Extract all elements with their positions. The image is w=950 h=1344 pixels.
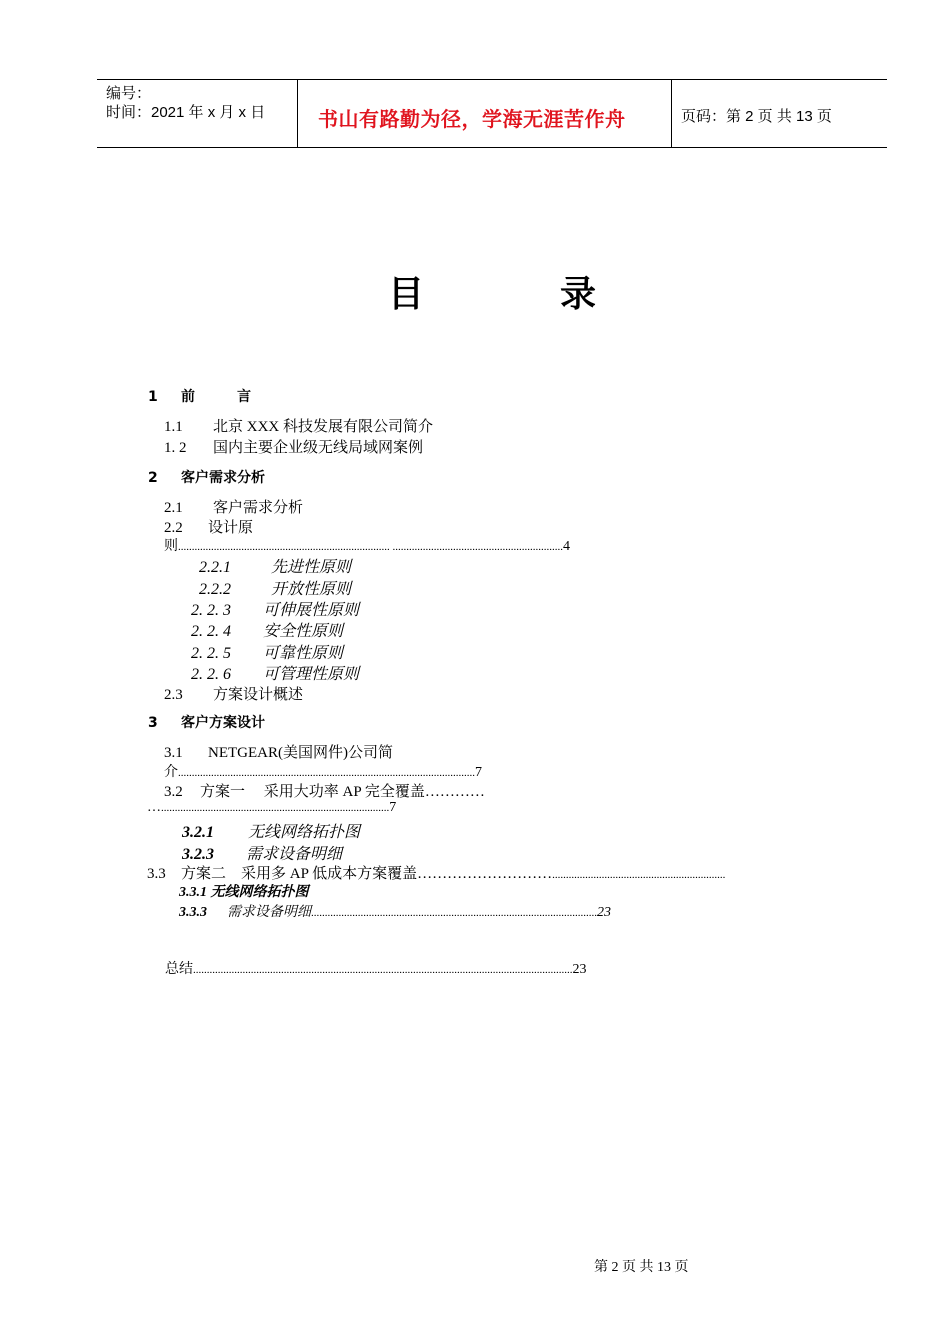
header-page-label: 页码：第 2 页 共 13 页 bbox=[681, 108, 832, 125]
toc-entry-title: 可伸展性原则 bbox=[263, 602, 360, 619]
toc-entry-number: 3.2.1 bbox=[182, 824, 214, 841]
header-divider-2 bbox=[671, 80, 672, 148]
toc-entry-title: 需求设备明细 bbox=[227, 905, 311, 920]
toc-entry-number: 3.2 bbox=[164, 784, 183, 800]
toc-leader-dots: ............................................................................................................ bbox=[178, 767, 475, 779]
toc-entry-title: 开放性原则 bbox=[271, 581, 352, 598]
toc-entry-2-2-cont[interactable] bbox=[164, 535, 570, 555]
toc-entry-2-1[interactable] bbox=[164, 496, 303, 517]
toc-entry-number: 3.3 bbox=[147, 866, 166, 882]
toc-entry-title: 可靠性原则 bbox=[263, 645, 344, 662]
toc-entry-3-1[interactable] bbox=[164, 741, 393, 762]
toc-entry-3-2-3[interactable] bbox=[182, 841, 342, 864]
toc-entry-title: 方案二 采用多 AP 低成本方案覆盖……………………… bbox=[181, 866, 553, 882]
toc-entry-2-2-4[interactable] bbox=[191, 618, 343, 641]
toc-entry-3-3-3[interactable] bbox=[179, 901, 611, 921]
toc-entry-title: 3.3.1 无线网络拓扑图 bbox=[179, 885, 309, 900]
toc-entry-number: 2 bbox=[148, 470, 158, 486]
toc-entry-number: 2. 2. 5 bbox=[191, 645, 231, 662]
toc-entry-2[interactable] bbox=[148, 467, 265, 487]
toc-entry-number: 2. 2. 3 bbox=[191, 602, 231, 619]
toc-entry-number: 2.2.1 bbox=[199, 559, 231, 576]
toc-page-number: 4 bbox=[563, 539, 570, 554]
toc-entry-title: 方案设计概述 bbox=[213, 687, 304, 703]
toc-title-char-1: 目 bbox=[388, 274, 425, 315]
toc-entry-2-2-6[interactable] bbox=[191, 661, 359, 684]
toc-entry-3-1-cont[interactable] bbox=[164, 761, 482, 781]
toc-entry-title: 可管理性原则 bbox=[263, 666, 360, 683]
toc-leader-dots: ............................................................... bbox=[552, 869, 726, 881]
toc-entry-title: 无线网络拓扑图 bbox=[248, 824, 361, 841]
toc-entry-title: 总结 bbox=[165, 962, 193, 977]
toc-entry-2-2-1[interactable] bbox=[199, 554, 351, 577]
page-footer: 第 2 页 共 13 页 bbox=[594, 1260, 689, 1275]
toc-entry-number: 1.1 bbox=[164, 419, 183, 435]
toc-page-number: 23 bbox=[572, 962, 587, 977]
toc-entry-title: NETGEAR(美国网件)公司简 bbox=[208, 745, 393, 761]
toc-entry-number: 3.3.3 bbox=[179, 905, 207, 920]
toc-entry-title: 北京 XXX 科技发展有限公司简介 bbox=[213, 419, 433, 435]
toc-entry-title-cont: 则 bbox=[164, 539, 178, 554]
toc-entry-title-cont: 介 bbox=[164, 765, 178, 780]
toc-page-number: 7 bbox=[475, 765, 482, 780]
toc-entry-2-2[interactable] bbox=[164, 516, 253, 537]
toc-entry-number: 2.2 bbox=[164, 520, 183, 536]
toc-page-number: 7 bbox=[389, 800, 397, 815]
toc-entry-number: 3.2.3 bbox=[182, 846, 214, 863]
toc-leader-dots: .......................................................................................................................................... bbox=[193, 964, 573, 976]
toc-entry-2-2-5[interactable] bbox=[191, 640, 343, 663]
toc-entry-number: 2.3 bbox=[164, 687, 183, 703]
toc-leader-dots: ............................................................................. .............................................................. bbox=[178, 541, 563, 553]
toc-entry-number: 2.2.2 bbox=[199, 581, 231, 598]
toc-entry-1[interactable] bbox=[148, 386, 251, 406]
header-bottom-rule bbox=[97, 147, 887, 148]
toc-entry-number: 3 bbox=[148, 715, 158, 731]
toc-entry-number: 2. 2. 4 bbox=[191, 623, 231, 640]
toc-entry-number: 2.1 bbox=[164, 500, 183, 516]
header-time-label: 时间：2021 年 x 月 x 日 bbox=[106, 104, 266, 121]
toc-entry-title: 客户需求分析 bbox=[213, 500, 304, 516]
toc-entry-title: 国内主要企业级无线局域网案例 bbox=[213, 440, 424, 456]
toc-entry-3-2-cont[interactable] bbox=[147, 800, 396, 816]
header-code-label: 编号： bbox=[106, 85, 152, 102]
toc-entry-number: 1 bbox=[148, 389, 158, 405]
toc-entry-title: 方案一 采用大功率 AP 完全覆盖………… bbox=[200, 784, 485, 800]
toc-leader-dots: ........................................................................................................ bbox=[311, 907, 597, 919]
toc-entry-2-2-3[interactable] bbox=[191, 597, 359, 620]
toc-entry-2-2-2[interactable] bbox=[199, 576, 351, 599]
toc-entry-3-2[interactable] bbox=[164, 780, 485, 801]
header-divider-1 bbox=[297, 80, 298, 148]
toc-entry-title: 客户方案设计 bbox=[181, 715, 265, 731]
toc-entry-number: 1. 2 bbox=[164, 440, 187, 456]
toc-entry-title: 客户需求分析 bbox=[181, 470, 265, 486]
toc-entry-1-1[interactable] bbox=[164, 415, 433, 436]
header-top-rule bbox=[97, 79, 887, 80]
toc-entry-title: 设计原 bbox=[208, 520, 254, 536]
toc-entry-summary[interactable] bbox=[165, 958, 587, 978]
header-motto: 书山有路勤为径，学海无涯苦作舟 bbox=[318, 107, 626, 131]
toc-entry-title-cont: … bbox=[147, 800, 161, 815]
toc-entry-title: 安全性原则 bbox=[263, 623, 344, 640]
toc-title-char-2: 录 bbox=[560, 274, 597, 315]
toc-entry-3[interactable] bbox=[148, 712, 265, 732]
toc-entry-3-3-1[interactable] bbox=[179, 881, 309, 901]
toc-entry-number: 2. 2. 6 bbox=[191, 666, 231, 683]
toc-entry-3-2-1[interactable] bbox=[182, 819, 360, 842]
toc-entry-title: 前 言 bbox=[181, 389, 251, 405]
toc-page-number: 23 bbox=[597, 905, 611, 920]
toc-leader-dots: ................................................................................... bbox=[161, 802, 390, 814]
toc-entry-title: 需求设备明细 bbox=[246, 846, 343, 863]
toc-entry-2-3[interactable] bbox=[164, 683, 303, 704]
toc-entry-1-2[interactable] bbox=[164, 436, 423, 457]
toc-entry-title: 先进性原则 bbox=[271, 559, 352, 576]
toc-entry-3-3[interactable] bbox=[147, 862, 725, 883]
toc-entry-number: 3.1 bbox=[164, 745, 183, 761]
